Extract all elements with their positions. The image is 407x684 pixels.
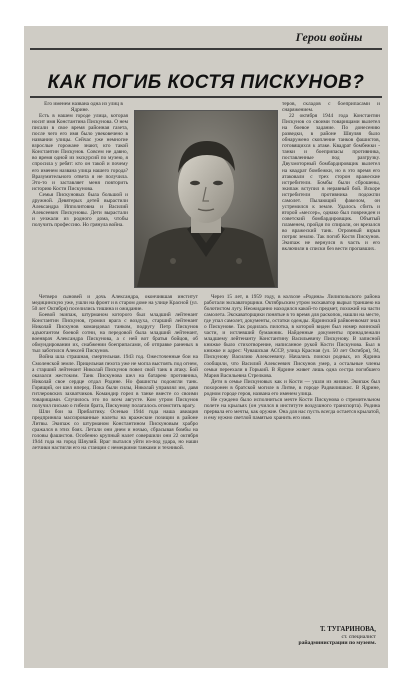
paragraph: Четверо сыновей и дочь Александра, окончившая институт медицинскую уже, ушли на фронт и в старом доме на улице Красной (ул. 50 лет Октября) поселились тишина и ожидание. [32, 294, 198, 313]
paragraph: Не суждено было исполниться мечте Кости Пискунова о стремительном полете на крыльях (он учился в институте воздушного транспорта). Родина прервала его мечты, как оружие. Она для нас пусть всегда остается крылатой, и ему нужно светлой памятью хранить его имя. [204, 396, 380, 421]
headline-rule [30, 96, 382, 98]
author-byline [284, 627, 376, 647]
paragraph: Через 15 лет, в 1959 году, в колхозе «Родина» Лилипольского района работали экскаваторщики. Октябрьским утром экскаватор вырыл траншею на болотистом лугу. Неожиданно находился какой-то предмет, похожий на части самолета. Экскаваторщики понятые в то время для раскопок, нашли на месте, где упал самолет, документы, остатки одежды. Ядринский райвоенкомат знал о Пискунове. Так родилась пилотка, в которой виден был номер воинской части, и истлевший бумажник. Найденные документы принадлежали младшему лейтенанту Константину Васильевичу Пискунову. В записной книжке было стихотворение, написанное рукой Кости Пискунова. Был в книжке и адрес: Чувашская АССР, улица Красная (ул. 50 лет Октября), 94, Пискунову Василию Алексеевичу. Начались поиски родных, из Ядрина сообщили, что Василий Алексеевич Пискунов умер, а остальные члены семьи переехали в Горький. В Ядрине живет лишь одна сестра погибшего Мария Васильевна Стрелкова. [204, 294, 380, 379]
paragraph: Боевой экипаж, штурманом которого был младший лейтенант Константин Пискунов, громил врага с воздуха, старший лейтенант Николай Пискунов командовал танком, подругу Петр Пискунов адъютантом боевой сотни, на передовой была младший лейтенант, военврач Александра Пискунова, а с ней вот братья бойцов, об обмундировании их, снабжении боеприпасами, об отправке раненых в тыл заботился Алексей Пискунов. [32, 312, 198, 355]
article-column-left-top [32, 101, 128, 291]
author-organization: райадминистрации по музеям. [298, 640, 376, 647]
paragraph: теров, складов с боеприпасами и снаряжением. [282, 101, 380, 114]
paragraph: Дети в семье Пискуновых как и Кости — ушли из жизни. Экипаж был похоронен в братской могиле в Литве, в городе Радвилишкис. В Ядрине, родном городе героя, названа его именем улица. [204, 378, 380, 397]
author-name: Т. ТУГАРИНОВА, [320, 626, 376, 633]
soldier-portrait-photo [134, 110, 278, 288]
article-column-right [282, 101, 380, 291]
paragraph: Есть в нашем городе улица, которая носит имя Константина Пискунова. О нем писали в свое время районная газета, после чего его имя было увековечено в названии улицы. Сейчас уже немногие взрослые горожане знают, кто такой Константин Пискунов. Совсем не давно, во время одной из экскурсий по музею, я спросила у ребят: кто он такой и почему его именем названа улица нашего города? Вразумительного ответа я не получила. Это-то и заставляет меня повторить историю Кости Пискунова. [32, 113, 128, 192]
section-rubric: Герои войны [295, 30, 363, 44]
article-headline: КАК ПОГИБ КОСТЯ ПИСКУНОВ? [47, 72, 365, 93]
article-column-left-bottom [32, 294, 198, 664]
article-column-right-bottom [204, 294, 380, 624]
paragraph: Его именем названа одна из улиц в Ядрине. [44, 101, 123, 114]
paragraph: 22 октября 1944 года Константин Пискунов со своими товарищами вылетел на боевое задание. По донесению разведки, в районе Шяуляя было обнаружено скопление танков фашистов, готовящихся к атаке. Квадрат бомбежки - танки и боеприпасы противника, поставленные под разгрузку. Двухмоторный бомбардировщик вылетел на квадрат бомбежки, но в это время его атаковали с трех сторон вражеские истребители. Бомбы были сброшены, экипаж вступил в неравный бой. Вскоре истребители противника подожгли самолет. Пылающий факелом, он устремился к земле. Удалось сбить и второй «мессер», однако был поврежден и советский бомбардировщик. Объятый пламенем, пройдя по спирали, он врезался во вражеский танк. Огромный взрыв потряс землю. Так погиб Костя Пискунов. Экипаж не вернулся в часть и его включили в списки без вести пропавших. [282, 113, 380, 253]
paragraph: Семья Пискуновых была большой и дружной. Девятерых детей вырастили Александра Ипполитовна и Василий Алексеевич Пискуновы. Дети вырастали и уезжали из родного дома, чтобы получить профессию. Но грянула война. [32, 191, 128, 228]
paragraph: Шли бои за Прибалтику. Осенью 1944 года наша авиация предприняла массированные налеты на вражеские позиции в районе Литвы. Экипаж со штурманом Константином Пискуновым храбро сражался в этих боях. Летали они днем и ночью, сбрасывая бомбы на головы фашистов. Особенно крупный налет совершили они 22 октября 1944 года на город Шяуляй. Враг пытался уйти из-под удара, но наши летчики настигли его на станции с немецкими танками и техникой. [32, 408, 198, 452]
newspaper-clipping [24, 26, 388, 668]
paragraph: Война шла страшная, смертельная. 1943 год. Ожесточенные бои на Смоленской земле. Прицельная пехота уже не могла выстоять под огнем, а старший лейтенант Николай Пискунов повел свой танк в атаку. Бой оказался жестоким. Танк Пискунова шел на батарею противника, Николай свое сердце отдал Родине. Но фашисты подожгли танк. Горящий, он шел вперед. Пока были силы, Николай управлял им, давя гитлеровских захватчиков. Командир горел в танке вместе со своими товарищами. Случилось это по всем августе. Ком утром Пискунов получил письмо о гибели брата, Пискунову полагалось отомстить врагу. [32, 354, 198, 409]
author-position: ст. специалист [341, 633, 376, 640]
top-rule [30, 48, 382, 50]
